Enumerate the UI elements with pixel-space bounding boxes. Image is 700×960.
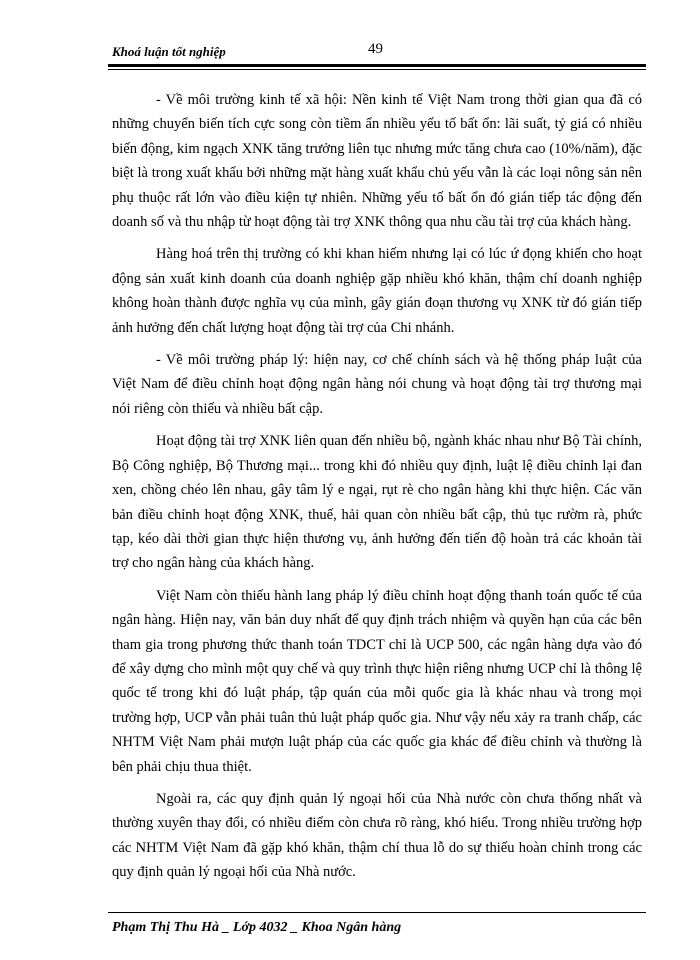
footer-author: Phạm Thị Thu Hà _ Lớp 4032 _ Khoa Ngân hàng: [112, 920, 402, 935]
paragraph-ministries: Hoạt động tài trợ XNK liên quan đến nhiều bộ, ngành khác nhau như Bộ Tài chính, Bộ Công nghiệp, Bộ Thương mại... trong khi đó nhiều quy định, luật lệ điều chỉnh lại đan xen, chồng chéo lên nhau, gây tâm lý e ngại, rụt rè cho ngân hàng khi thực hiện. Các văn bản điều chỉnh hoạt động XNK, thuế, hải quan còn nhiều bất cập, thủ tục rườm rà, phức tạp, kéo dài thời gian thực hiện thương vụ, ảnh hưởng đến tiến độ hoàn trả các khoản tài trợ cho ngân hàng của khách hàng.: [112, 433, 642, 572]
page-number: 49: [368, 41, 383, 57]
footer-rule: [108, 912, 646, 913]
document-body: [112, 88, 642, 893]
header-rule-thick: [108, 64, 646, 67]
paragraph-foreign-exchange: Ngoài ra, các quy định quản lý ngoại hối của Nhà nước còn chưa thống nhất và thường xuyên thay đổi, có nhiều điểm còn chưa rõ ràng, khó hiểu. Trong nhiều trường hợp các NHTM Việt Nam đã gặp khó khăn, thậm chí thua lỗ do sự thiếu hoàn chỉnh trong các quy định quản lý ngoại hối của Nhà nước.: [112, 790, 642, 881]
paragraph-goods-market: Hàng hoá trên thị trường có khi khan hiếm nhưng lại có lúc ứ đọng khiến cho hoạt động sản xuất kinh doanh của doanh nghiệp gặp nhiều khó khăn, thậm chí doanh nghiệp không hoàn thành được nghĩa vụ của mình, gây gián đoạn thương vụ XNK từ đó gián tiếp ảnh hưởng đến chất lượng hoạt động tài trợ của Chi nhánh.: [112, 246, 642, 336]
paragraph-ucp: Việt Nam còn thiếu hành lang pháp lý điều chỉnh hoạt động thanh toán quốc tế của ngân hàng. Hiện nay, văn bản duy nhất để quy định trách nhiệm và quyền hạn của các bên tham gia trong phương thức thanh toán TDCT chỉ là UCP 500, các ngân hàng dựa vào đó để xây dựng cho mình một quy chế và quy trình thực hiện riêng nhưng UCP chỉ là thông lệ quốc tế trong khi đó luật pháp, tập quán của mỗi quốc gia là khác nhau và trong mọi trường hợp, UCP vẫn phải tuân thủ luật pháp quốc gia. Như vậy nếu xảy ra tranh chấp, các NHTM Việt Nam phải mượn luật pháp của các quốc gia khác để điều chỉnh và thường là bên phải chịu thua thiệt.: [112, 587, 642, 775]
paragraph-economic-environment: - Về môi trường kinh tế xã hội: Nền kinh tế Việt Nam trong thời gian qua đã có những chuyển biến tích cực song còn tiềm ẩn nhiều yếu tố bất ổn: lãi suất, tỷ giá có nhiều biến động, kim ngạch XNK tăng trưởng liên tục nhưng mức tăng chưa cao (10%/năm), đặc biệt là trong xuất khẩu bởi những mặt hàng xuất khẩu chủ yếu vẫn là các loại nông sản nên phụ thuộc rất lớn vào điều kiện tự nhiên. Những yếu tố bất ổn đó gián tiếp tác động đến doanh số và thu nhập từ hoạt động tài trợ XNK thông qua nhu cầu tài trợ của khách hàng.: [112, 92, 642, 231]
header-title: Khoá luận tốt nghiệp: [112, 44, 226, 59]
header-rule-thin: [108, 69, 646, 70]
paragraph-legal-environment: - Về môi trường pháp lý: hiện nay, cơ chế chính sách và hệ thống pháp luật của Việt Nam để điều chỉnh hoạt động ngân hàng nói chung và hoạt động tài trợ thương mại nói riêng còn thiếu và nhiều bất cập.: [112, 352, 642, 417]
